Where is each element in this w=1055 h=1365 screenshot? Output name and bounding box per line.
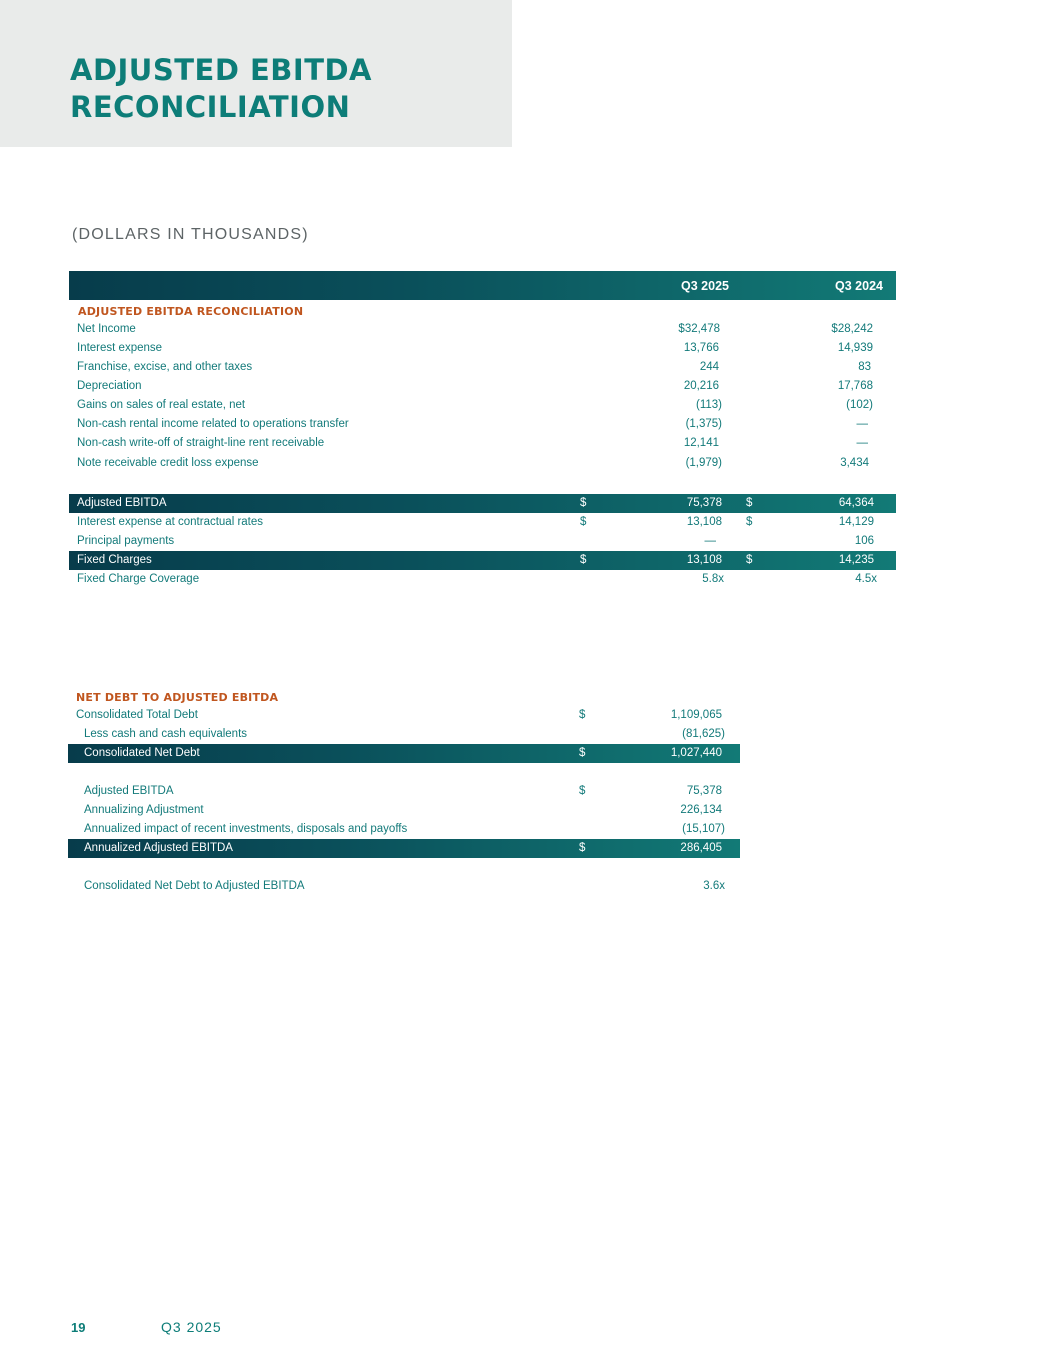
value-q3-2025: (113)	[696, 399, 722, 411]
row-label: Principal payments	[77, 535, 175, 547]
value-q3-2025: (1,979)	[685, 457, 722, 469]
table-row-highlight	[68, 744, 740, 763]
value-q3-2025: $32,478	[678, 323, 720, 335]
table-row	[69, 339, 896, 358]
page-number: 19	[71, 1320, 86, 1335]
table-row	[68, 725, 740, 744]
table-row	[69, 532, 896, 551]
table-row	[68, 877, 740, 896]
value-q3-2025: —	[704, 535, 716, 547]
value-q3-2024: 4.5x	[855, 573, 877, 585]
value-q3-2025: 20,216	[683, 380, 719, 392]
row-label: Consolidated Net Debt	[84, 747, 200, 759]
row-value: 226,134	[680, 804, 722, 816]
row-label: Fixed Charge Coverage	[77, 573, 200, 585]
value-q3-2024: (102)	[846, 399, 873, 411]
row-label: Depreciation	[77, 380, 142, 392]
dollar-sign: $	[579, 785, 586, 797]
value-q3-2025: 13,108	[686, 554, 722, 566]
row-label: Annualized impact of recent investments, disposals and payoffs	[84, 823, 408, 835]
column-header-q3-2025: Q3 2025	[681, 279, 729, 293]
row-label: Note receivable credit loss expense	[77, 457, 259, 469]
row-label: Annualizing Adjustment	[84, 804, 204, 816]
dollar-sign: $	[746, 554, 753, 566]
dollar-sign: $	[746, 497, 753, 509]
dollar-sign: $	[746, 516, 753, 528]
dollar-sign: $	[579, 842, 586, 854]
row-label: Adjusted EBITDA	[77, 497, 167, 509]
row-value: (15,107)	[682, 823, 725, 835]
row-label: Fixed Charges	[77, 554, 152, 566]
page-title: ADJUSTED EBITDA RECONCILIATION	[70, 53, 373, 124]
value-q3-2024: 3,434	[840, 457, 869, 469]
section-heading-ebitda: ADJUSTED EBITDA RECONCILIATION	[78, 305, 304, 318]
value-q3-2024: —	[856, 437, 868, 449]
value-q3-2024: $28,242	[831, 323, 873, 335]
section-heading-net-debt: NET DEBT TO ADJUSTED EBITDA	[76, 691, 279, 704]
value-q3-2025: 5.8x	[702, 573, 724, 585]
row-label: Gains on sales of real estate, net	[77, 399, 246, 411]
row-label: Consolidated Net Debt to Adjusted EBITDA	[84, 880, 305, 892]
value-q3-2025: 12,141	[683, 437, 719, 449]
table-row	[69, 454, 896, 473]
row-label: Adjusted EBITDA	[84, 785, 174, 797]
table-row	[69, 396, 896, 415]
row-value: (81,625)	[682, 728, 725, 740]
table-row	[69, 513, 896, 532]
row-label: Franchise, excise, and other taxes	[77, 361, 253, 373]
table-row	[69, 434, 896, 453]
table-row-highlight	[69, 551, 896, 570]
value-q3-2024: 64,364	[838, 497, 874, 509]
dollar-sign: $	[580, 554, 587, 566]
table-row	[69, 570, 896, 589]
table-header	[69, 271, 896, 300]
dollar-sign: $	[579, 709, 586, 721]
row-value: 75,378	[686, 785, 722, 797]
value-q3-2024: —	[856, 418, 868, 430]
value-q3-2025: 75,378	[686, 497, 722, 509]
row-label: Non-cash rental income related to operations transfer	[77, 418, 349, 430]
row-value: 1,027,440	[670, 747, 722, 759]
table-row	[69, 415, 896, 434]
row-label: Consolidated Total Debt	[76, 709, 198, 721]
value-q3-2025: 244	[699, 361, 719, 373]
column-header-q3-2024: Q3 2024	[835, 279, 883, 293]
table-row	[68, 820, 740, 839]
value-q3-2024: 106	[854, 535, 874, 547]
footer-period: Q3 2025	[161, 1319, 222, 1335]
units-subtitle: (DOLLARS IN THOUSANDS)	[72, 226, 309, 243]
row-value: 286,405	[680, 842, 722, 854]
value-q3-2024: 14,235	[838, 554, 874, 566]
table-row	[68, 782, 740, 801]
table-row	[68, 801, 740, 820]
value-q3-2024: 14,939	[837, 342, 873, 354]
row-label: Interest expense at contractual rates	[77, 516, 264, 528]
row-value: 1,109,065	[670, 709, 722, 721]
row-label: Non-cash write-off of straight-line rent receivable	[77, 437, 325, 449]
value-q3-2025: 13,766	[683, 342, 719, 354]
row-value: 3.6x	[703, 880, 725, 892]
row-label: Net Income	[77, 323, 136, 335]
table-row	[69, 320, 896, 339]
row-label: Annualized Adjusted EBITDA	[84, 842, 233, 854]
value-q3-2025: 13,108	[686, 516, 722, 528]
value-q3-2024: 14,129	[838, 516, 874, 528]
dollar-sign: $	[579, 747, 586, 759]
table-row-highlight	[68, 839, 740, 858]
value-q3-2024: 83	[858, 361, 871, 373]
value-q3-2024: 17,768	[837, 380, 873, 392]
table-row	[69, 377, 896, 396]
table-row	[69, 358, 896, 377]
table-row-highlight	[69, 494, 896, 513]
row-label: Interest expense	[77, 342, 163, 354]
dollar-sign: $	[580, 497, 587, 509]
row-label: Less cash and cash equivalents	[84, 728, 248, 740]
table-row	[68, 706, 740, 725]
dollar-sign: $	[580, 516, 587, 528]
value-q3-2025: (1,375)	[685, 418, 722, 430]
